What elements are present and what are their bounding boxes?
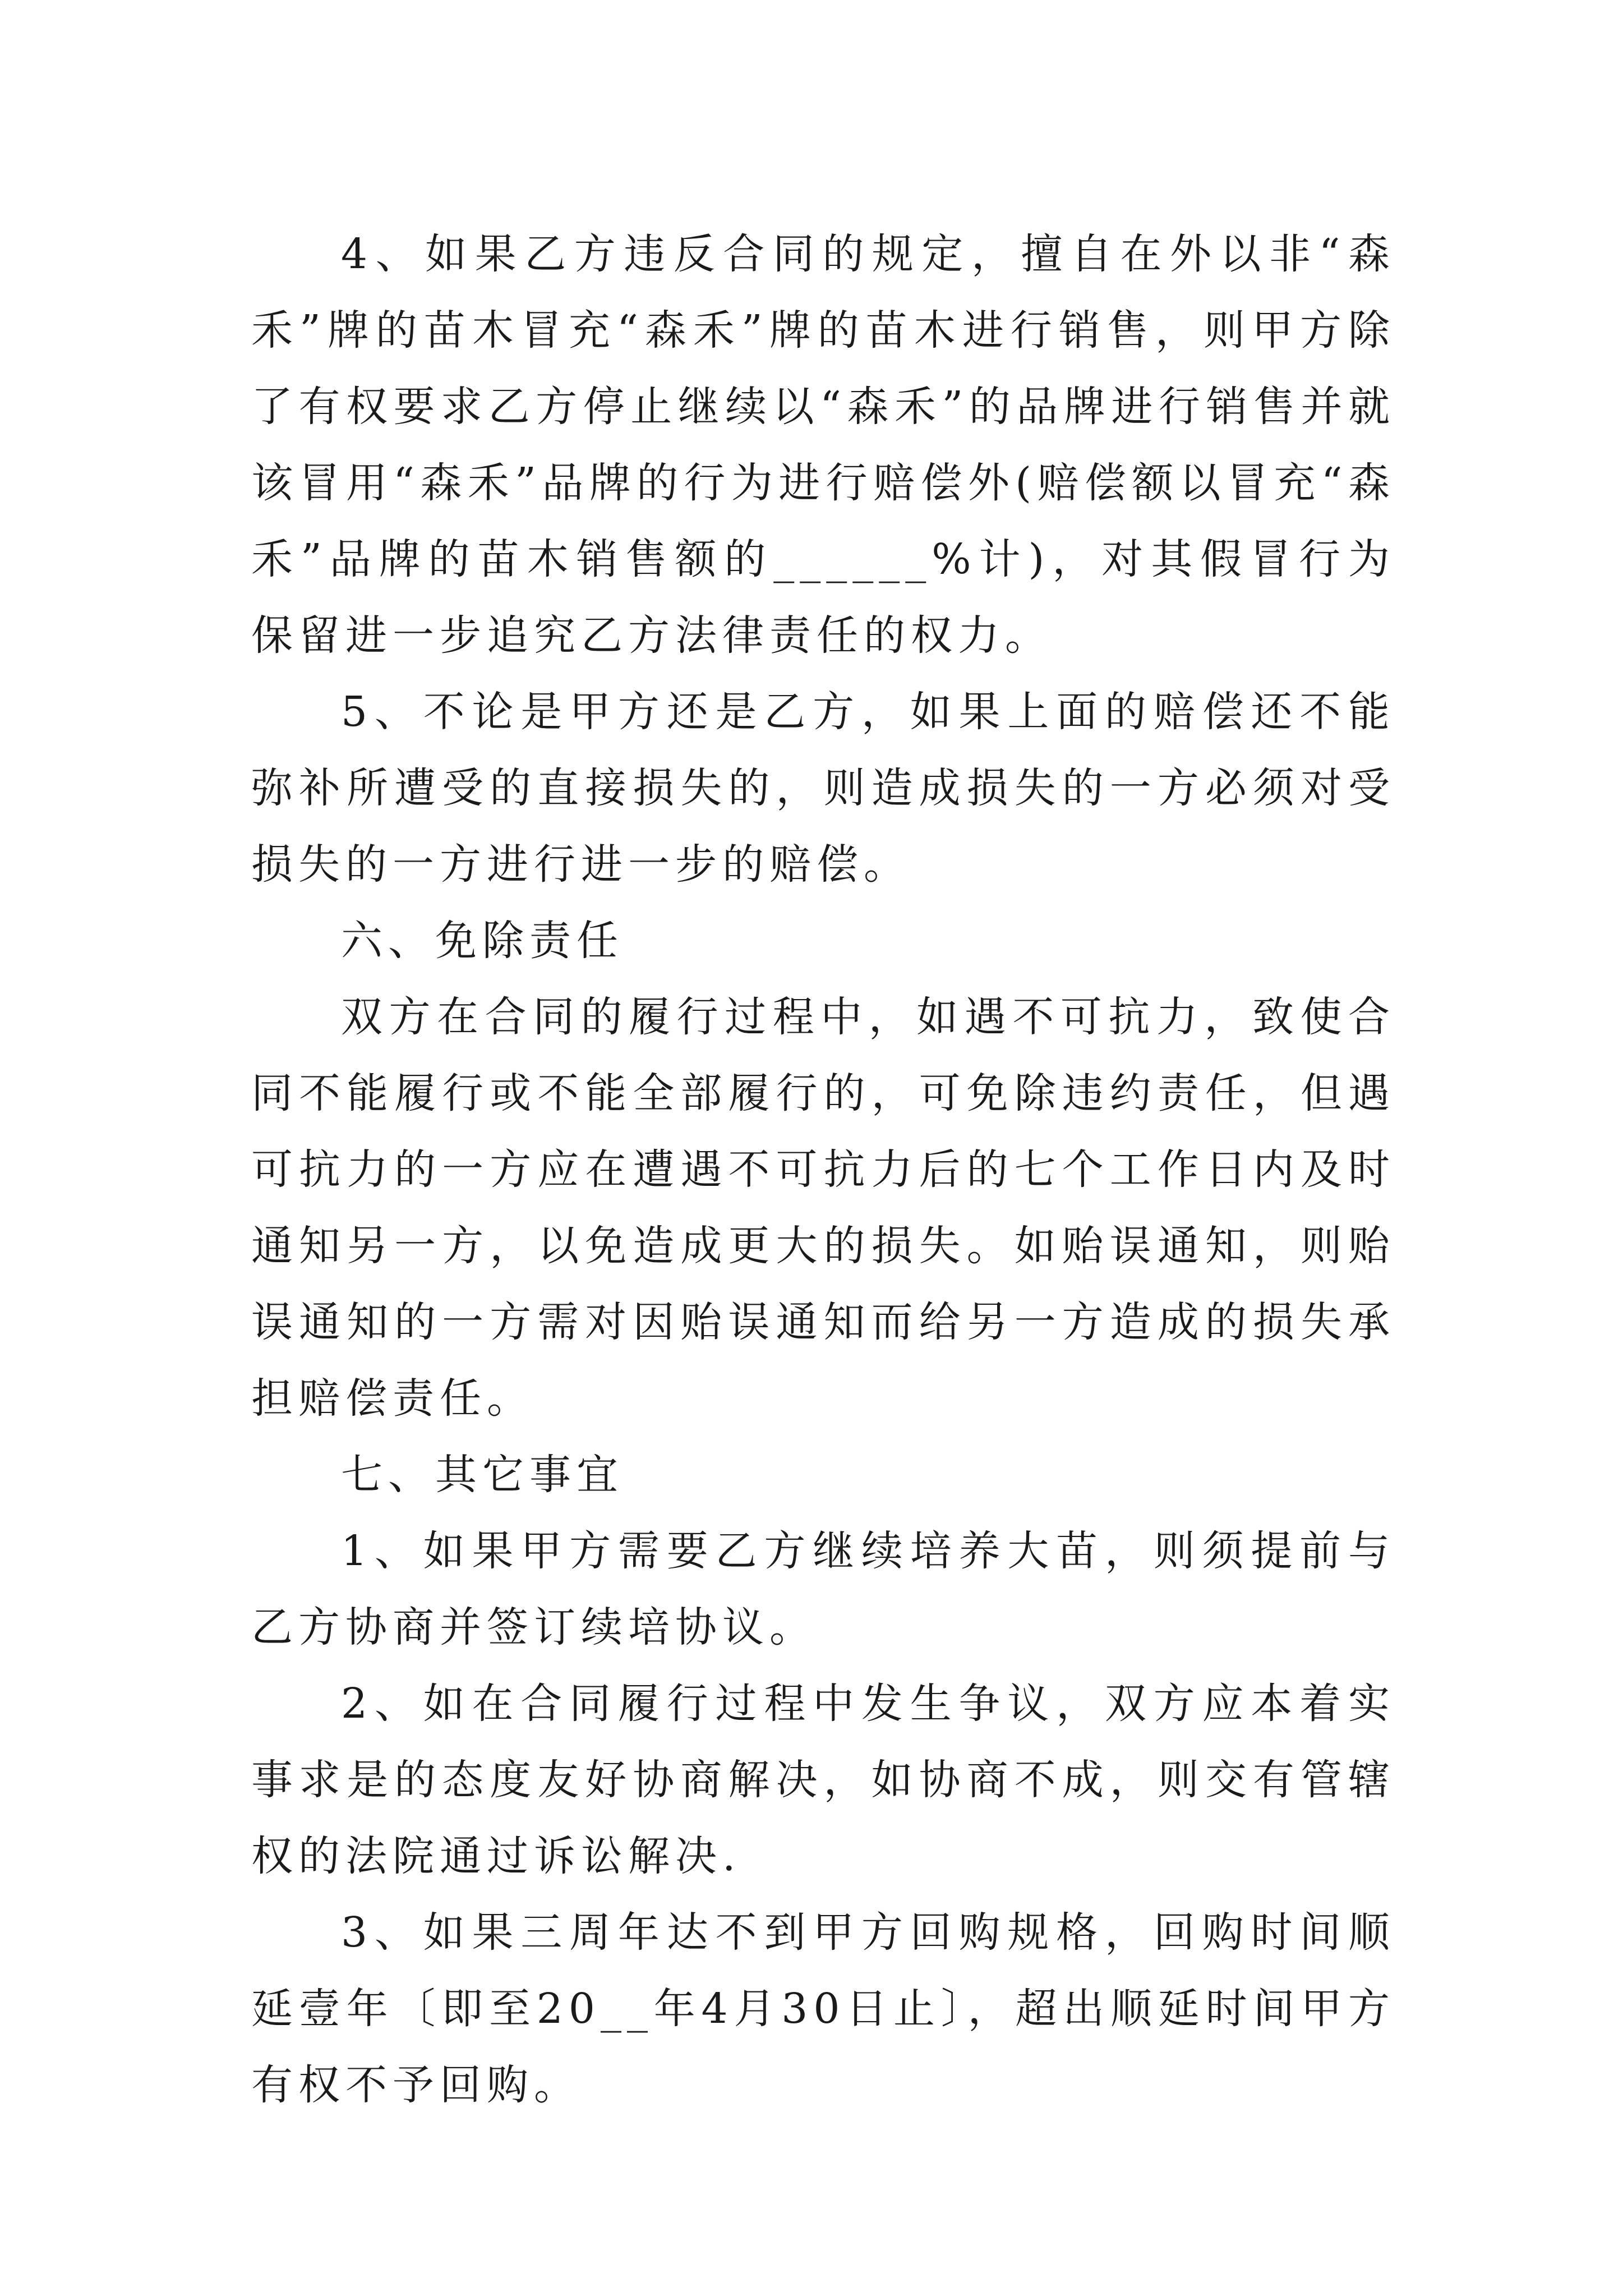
other-clause-1: 1、如果甲方需要乙方继续培养大苗，则须提前与乙方协商并签订续培协议。 — [251, 1527, 1395, 1651]
section-heading-other-matters: 七、其它事宜 — [341, 1451, 624, 1499]
other-clause-2: 2、如在合同履行过程中发生争议，双方应本着实事求是的态度友好协商解决，如协商不成，则交有管辖权的法院通过诉讼解决. — [251, 1680, 1395, 1880]
clause-5-further-compensation: 5、不论是甲方还是乙方，如果上面的赔偿还不能弥补所遭受的直接损失的，则造成损失的一方必须对受损失的一方进行进一步的赔偿。 — [251, 688, 1395, 889]
document-body — [251, 216, 1395, 2123]
section-heading-exemption: 六、免除责任 — [341, 917, 624, 965]
clause-4-breach-brand: 4、如果乙方违反合同的规定，擅自在外以非“森禾”牌的苗木冒充“森禾”牌的苗木进行销售，则甲方除了有权要求乙方停止继续以“森禾”的品牌进行销售并就该冒用“森禾”品牌的行为进行赔偿外(赔偿额以冒充“森禾”品牌的苗木销售额的______%计)，对其假冒行为保留进一步追究乙方法律责任的权力。 — [251, 230, 1395, 660]
exemption-paragraph: 双方在合同的履行过程中，如遇不可抗力，致使合同不能履行或不能全部履行的，可免除违约责任，但遇可抗力的一方应在遭遇不可抗力后的七个工作日内及时通知另一方，以免造成更大的损失。如贻误通知，则贻误通知的一方需对因贻误通知而给另一方造成的损失承担赔偿责任。 — [251, 993, 1395, 1423]
other-clause-3: 3、如果三周年达不到甲方回购规格，回购时间顺延壹年〔即至20__年4月30日止〕，超出顺延时间甲方有权不予回购。 — [251, 1908, 1395, 2109]
